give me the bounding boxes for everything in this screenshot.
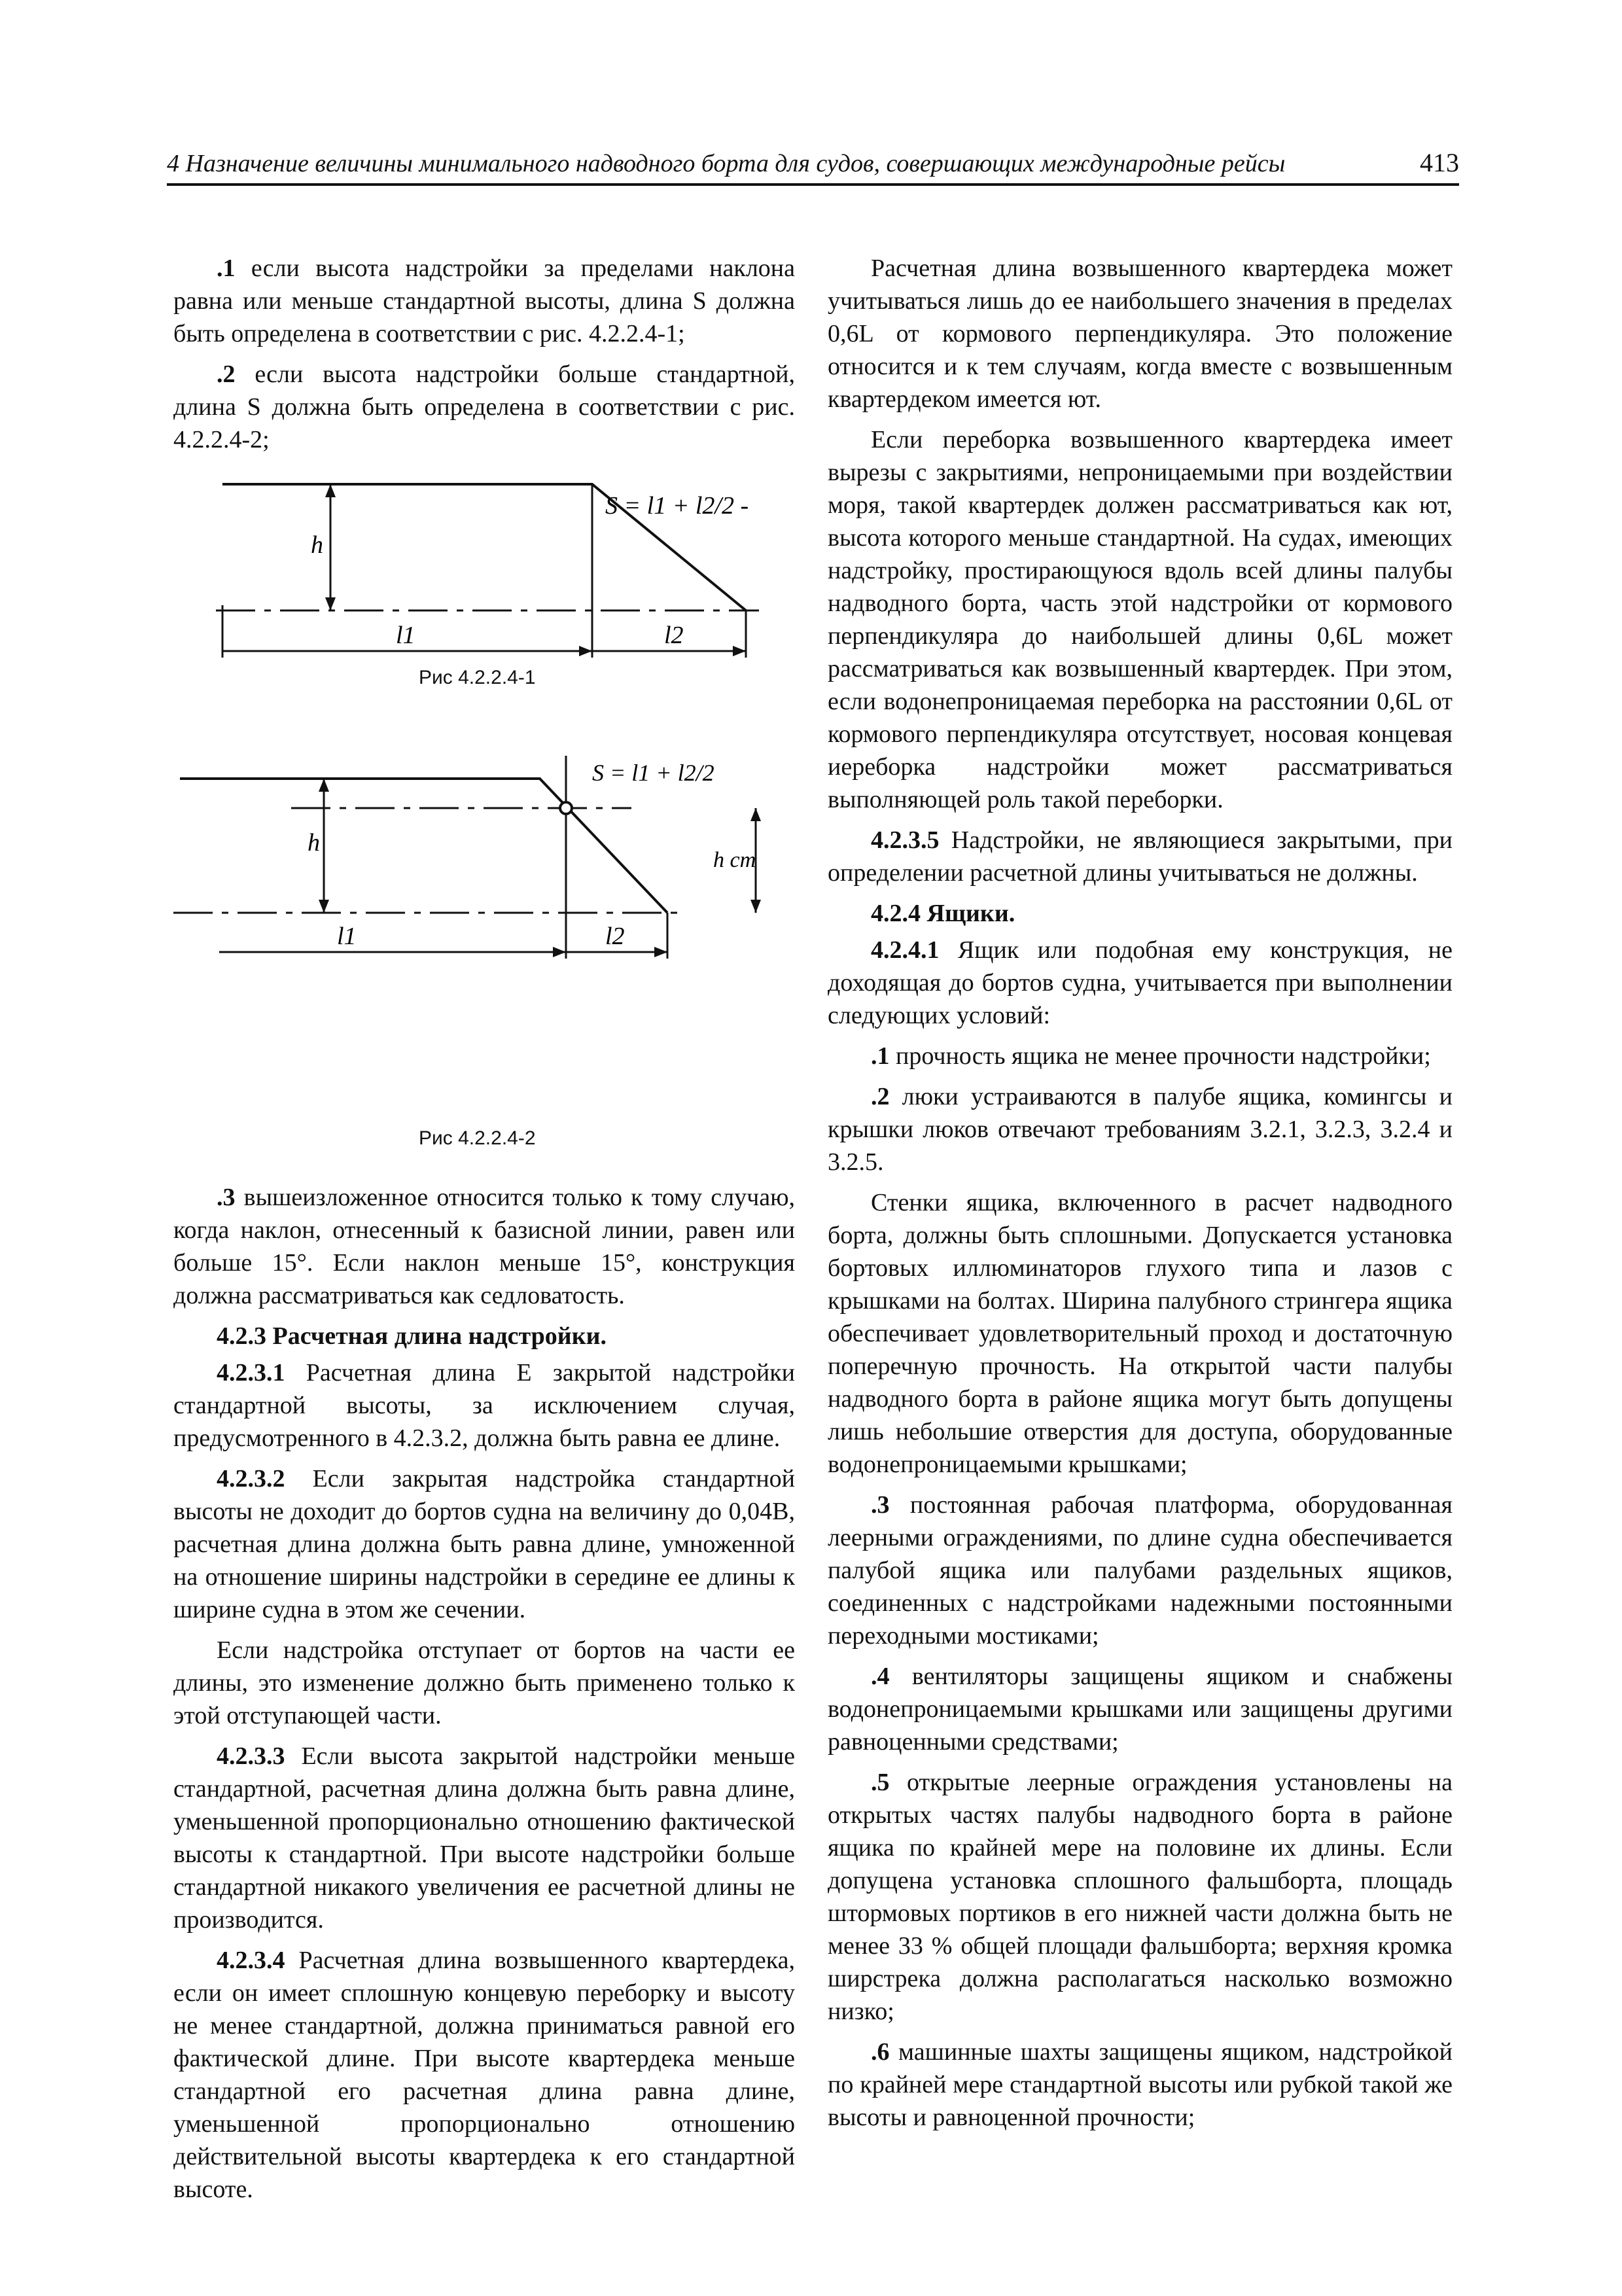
page-number: 413 [1420,148,1459,177]
condition-item-6: .6 машинные шахты защищены ящиком, надстройкой по крайней мере стандартной высоты или рубкой такой же высоты и равноценной прочности; [828,2038,1453,2131]
paragraph-quarterdeck-1: Расчетная длина возвышенного квартердека может учитываться лишь до ее наибольшего значения в пределах 0,6L от кормового перпендикуляра. Это положение относится и к тем случаям, когда вместе с возвышенным квартердеком имеется ют. [828,255,1453,413]
paragraph-4-2-3-2: 4.2.3.2 Если закрытая надстройка стандартной высоты не доходит до бортов судна на величину до 0,04B, расчетная длина должна быть равна длине, умноженной на отношение ширины надстройки в середине ее длины к ширине судна в этом же сечении. [173,1465,795,1623]
paragraph-walls: Стенки ящика, включенного в расчет надводного борта, должны быть сплошными. Допускается установка бортовых иллюминаторов глухого типа и лазов с крышками на болтах. Ширина палубного стрингера ящика обеспечивает удовлетворительный проход и достаточную поперечную прочность. На открытой части палубы надводного борта в районе ящика могут быть допущены лишь небольшие отверстия для доступа, оборудованные водонепроницаемыми крышками; [828,1189,1453,1478]
figures-4-2-2-4 [173,468,795,1149]
section-heading-4-2-3: 4.2.3 Расчетная длина надстройки. [217,1322,607,1350]
right-column [828,252,1453,2142]
condition-item-2: .2 люки устраиваются в палубе ящика, комингсы и крышки люков отвечают требованиям 3.2.1, 3.2.3, 3.2.4 и 3.2.5. [828,1083,1453,1176]
condition-item-5: .5 открытые леерные ограждения установлены на открытых частях палубы надводного борта в районе ящика по крайней мере на половине их длины. Если допущена установка сплошного фальшборта, площадь штормовых портиков в его нижней части должна быть не менее 33 % общей площади фальшборта; верхняя кромка ширстрека должна располагаться насколько возможно низко; [828,1769,1453,2025]
fig2-label-hst: h ст [713,848,756,872]
paragraph-item-2: .2 если высота надстройки больше стандартной, длина S должна быть определена в соответствии с рис. 4.2.2.4-2; [173,361,795,453]
left-column [173,252,795,2214]
fig2-superstructure-line [180,779,667,913]
fig1-label-l1: l1 [396,622,415,649]
fig2-label-h: h [308,829,320,857]
paragraph-item-3: .3 вышеизложенное относится только к тому случаю, когда наклон, отнесенный к базисной линии, равен или больше 15°. Если наклон меньше 15°, конструкция должна рассматриваться как седловатость. [173,1184,795,1309]
paragraph-4-2-3-3: 4.2.3.3 Если высота закрытой надстройки меньше стандартной, расчетная длина должна быть равна длине, уменьшенной пропорционально отношению фактической высоты к стандартной. При высоте надстройки больше стандартной никакого увеличения ее расчетной длины не производится. [173,1742,795,1934]
fig2-label-l2: l2 [605,923,625,950]
fig2-formula: S = l1 + l2/2 [592,760,714,786]
fig1-formula: S = l1 + l2/2 - [605,492,749,520]
condition-item-3: .3 постоянная рабочая платформа, оборудованная леерными ограждениями, по длине судна обеспечивается палубой ящика или палубами раздельных ящиков, соединенных с надстройками надежными постоянными переходными мостиками; [828,1491,1453,1650]
paragraph-4-2-3-4: 4.2.3.4 Расчетная длина возвышенного квартердека, если он имеет сплошную концевую переборку и высоту не менее стандартной, должна приниматься равной его фактической длине. При высоте квартердека меньше стандартной его расчетная длина равна длине, уменьшенной пропорционально отношению действительной высоты квартердека к его стандартной высоте. [173,1947,795,2203]
running-header [167,143,1459,186]
paragraph-4-2-3-1: 4.2.3.1 Расчетная длина E закрытой надстройки стандартной высоты, за исключением случая, предусмотренного в 4.2.3.2, должна быть равна ее длине. [173,1359,795,1452]
running-header-title: 4 Назначение величины минимального надводного борта для судов, совершающих международные рейсы [167,150,1286,177]
figure-drawings [173,468,795,950]
paragraph-setback: Если надстройка отступает от бортов на части ее длины, это изменение должно быть применено только к этой отступающей части. [173,1636,795,1729]
paragraph-item-1: .1 если высота надстройки за пределами наклона равна или меньше стандартной высоты, длина S должна быть определена в соответствии с рис. 4.2.2.4-1; [173,255,795,347]
fig2-label-l1: l1 [337,923,357,950]
section-heading-4-2-4: 4.2.4 Ящики. [871,900,1015,927]
paragraph-4-2-4-1: 4.2.4.1 Ящик или подобная ему конструкция, не доходящая до бортов судна, учитывается при выполнении следующих условий: [828,936,1453,1029]
condition-item-4: .4 вентиляторы защищены ящиком и снабжены водонепроницаемыми крышками или защищены другими равноценными средствами; [828,1663,1453,1756]
fig1-label-l2: l2 [664,622,684,649]
fig1-label-h: h [311,531,323,559]
fig2-caption: Рис 4.2.2.4-2 [419,1127,536,1149]
condition-item-1: .1 прочность ящика не менее прочности надстройки; [871,1042,1431,1070]
fig2-intersection-point [560,802,572,814]
paragraph-quarterdeck-2: Если переборка возвышенного квартердека имеет вырезы с закрытиями, непроницаемыми при воздействии моря, такой квартердек должен рассматриваться как ют, высота которого меньше стандартной. На судах, имеющих надстройку, простирающуюся вдоль всей длины палубы надводного борта, часть этой надстройки от кормового перпендикуляра до наибольшей длины 0,6L может рассматриваться как возвышенный квартердек. При этом, если водонепроницаемая переборка на расстоянии 0,6L от кормового перпендикуляра отсутствует, носовая концевая иереборка надстройки может рассматриваться выполняющей роль такой переборки. [828,426,1453,813]
fig1-caption: Рис 4.2.2.4-1 [419,667,536,688]
paragraph-4-2-3-5: 4.2.3.5 Надстройки, не являющиеся закрытыми, при определении расчетной длины учитываться не должны. [828,826,1453,887]
